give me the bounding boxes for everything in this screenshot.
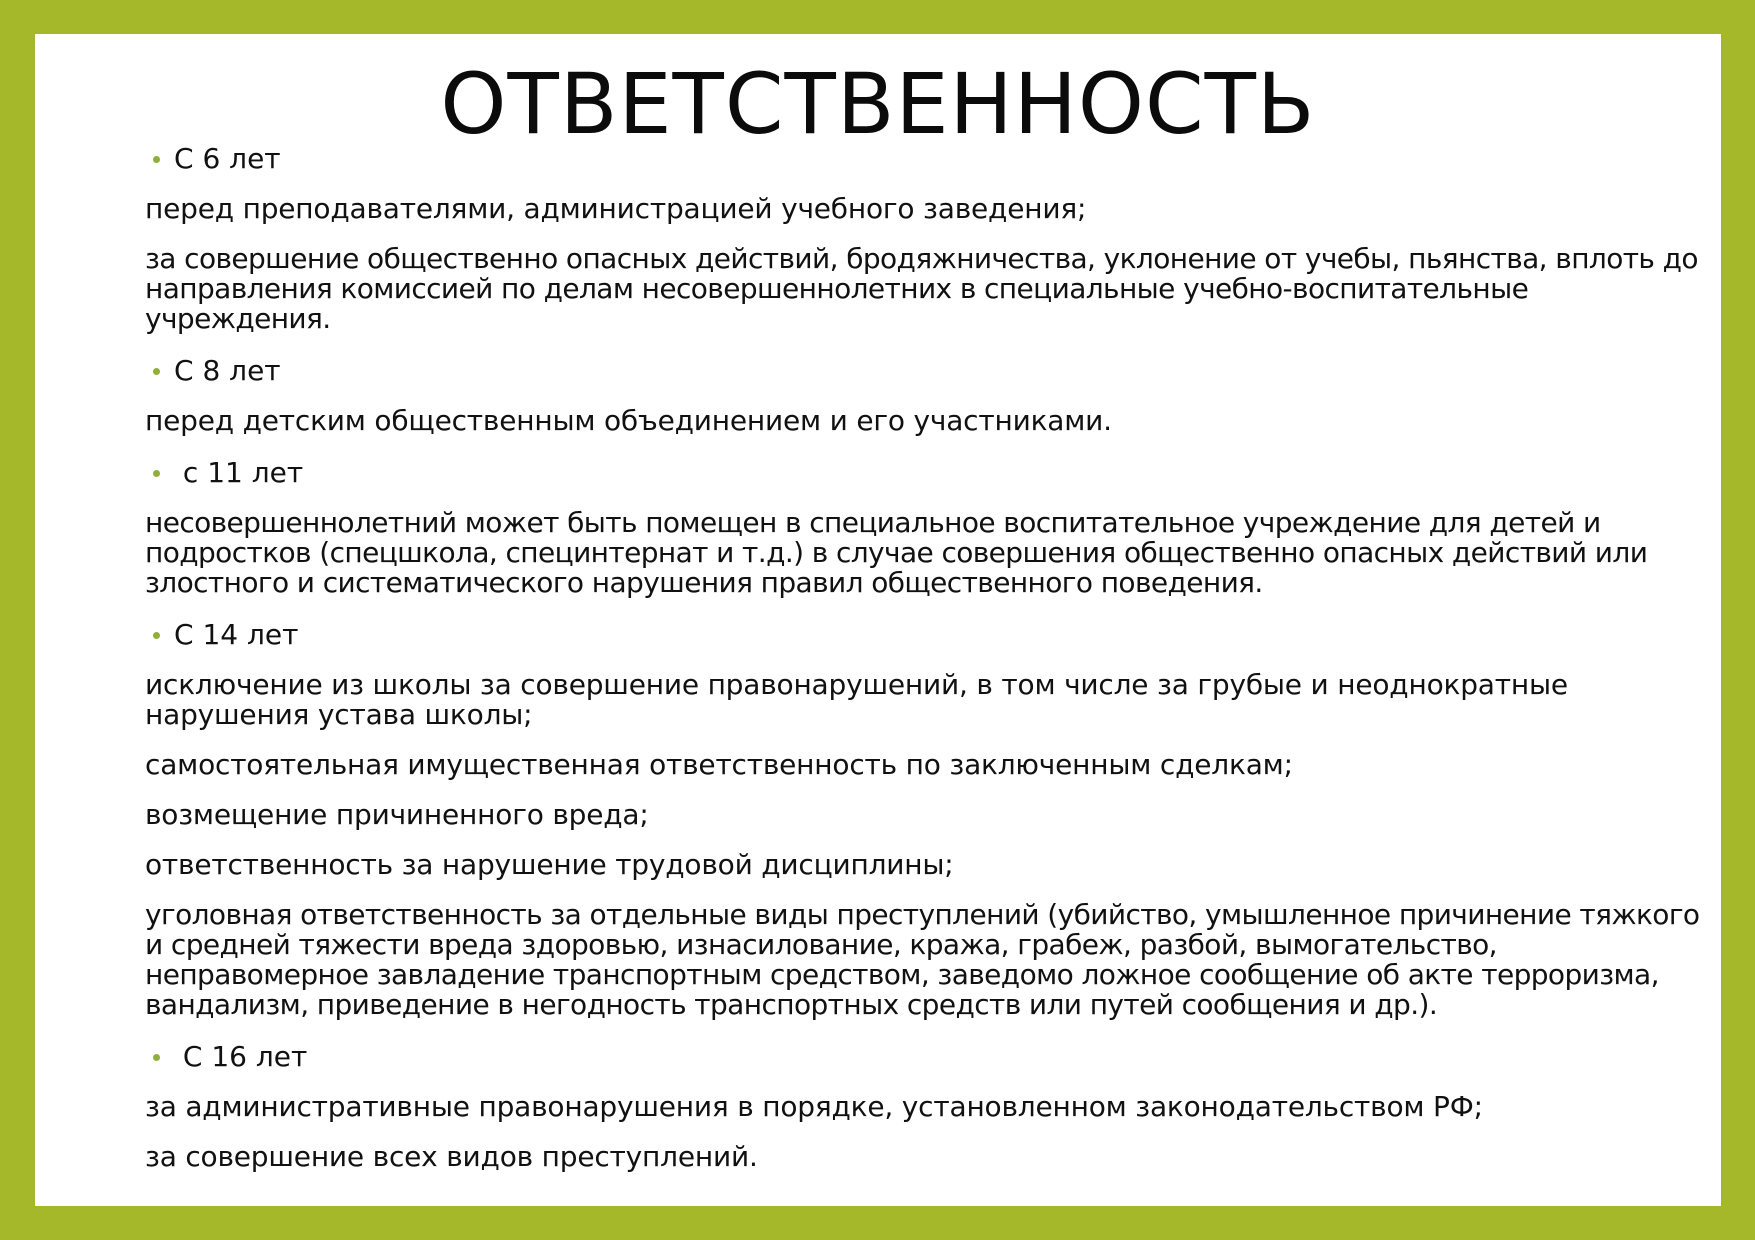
paragraph: самостоятельная имущественная ответственность по заключенным сделкам;: [145, 748, 1293, 781]
paragraph: за совершение всех видов преступлений.: [145, 1140, 758, 1173]
paragraph: за совершение общественно опасных действий, бродяжничества, уклонение от учебы, пьянства, вплоть до направления комиссией по делам несовершеннолетних в специальные учебно-воспитательные учреждения.: [145, 242, 1698, 335]
slide: [35, 34, 1721, 1206]
paragraph: уголовная ответственность за отдельные виды преступлений (убийство, умышленное причинение тяжкого и средней тяжести вреда здоровью, изнасилование, кража, грабеж, разбой, вымогательство, неправомерное завладение транспортным средством, заведомо ложное сообщение об акте терроризма, вандализм, приведение в негодность транспортных средств или путей сообщения и др.).: [145, 898, 1700, 1021]
section-heading-label: С 16 лет: [174, 1040, 308, 1073]
slide-content: [145, 142, 1705, 1192]
section-heading-16: [145, 1040, 1705, 1074]
section-heading-11: [145, 456, 1705, 490]
slide-title: ОТВЕТСТВЕННОСТЬ: [440, 55, 1316, 153]
bullet-dot-icon: [153, 470, 160, 477]
paragraph: перед преподавателями, администрацией учебного заведения;: [145, 192, 1087, 225]
section-heading-6: [145, 142, 1705, 176]
section-heading-label: С 14 лет: [174, 618, 299, 651]
section-heading-label: С 8 лет: [174, 354, 281, 387]
bullet-dot-icon: [153, 156, 160, 163]
paragraph: возмещение причиненного вреда;: [145, 798, 649, 831]
bullet-dot-icon: [153, 1054, 160, 1061]
paragraph: за административные правонарушения в порядке, установленном законодательством РФ;: [145, 1090, 1483, 1123]
paragraph: исключение из школы за совершение правонарушений, в том числе за грубые и неоднократные нарушения устава школы;: [145, 668, 1568, 731]
section-heading-label: С 6 лет: [174, 142, 281, 175]
section-heading-14: [145, 618, 1705, 652]
paragraph: ответственность за нарушение трудовой дисциплины;: [145, 848, 954, 881]
bullet-dot-icon: [153, 632, 160, 639]
bullet-dot-icon: [153, 368, 160, 375]
paragraph: перед детским общественным объединением и его участниками.: [145, 404, 1112, 437]
section-heading-8: [145, 354, 1705, 388]
paragraph: несовершеннолетний может быть помещен в специальное воспитательное учреждение для детей и подростков (спецшкола, специнтернат и т.д.) в случае совершения общественно опасных действий или злостного и систематического нарушения правил общественного поведения.: [145, 506, 1648, 599]
section-heading-label: с 11 лет: [174, 456, 304, 489]
